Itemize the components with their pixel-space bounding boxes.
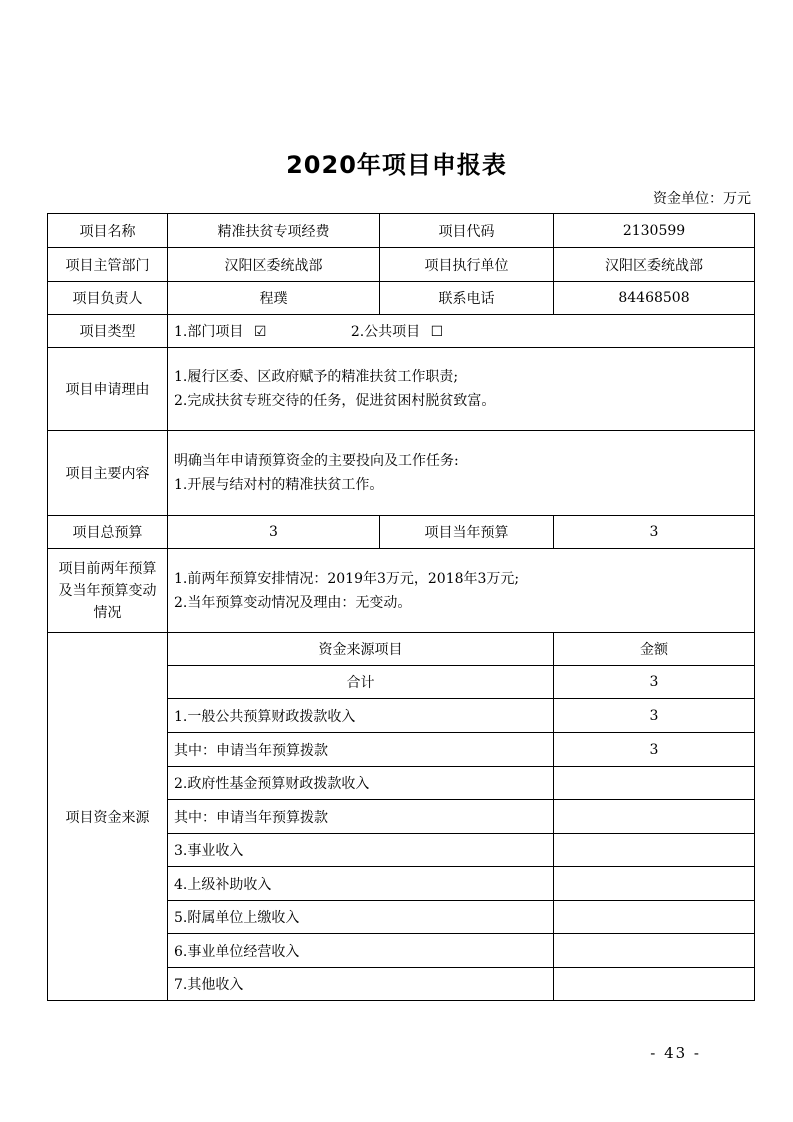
label-previous-budget bbox=[48, 549, 168, 633]
option-department-project bbox=[174, 321, 266, 341]
label-department: 项目主管部门 bbox=[48, 248, 168, 282]
funding-col-source: 资金来源项目 bbox=[168, 633, 554, 666]
funding-amount: 3 bbox=[554, 733, 755, 767]
label-project-name: 项目名称 bbox=[48, 214, 168, 248]
previous-line-1: 1.前两年预算安排情况：2019年3万元，2018年3万元; bbox=[174, 570, 520, 587]
row-project-type bbox=[48, 315, 755, 348]
funding-source: 2.政府性基金预算财政拨款收入 bbox=[168, 767, 554, 800]
page-number: - 43 - bbox=[650, 1044, 701, 1062]
funding-source: 5.附属单位上缴收入 bbox=[168, 901, 554, 934]
value-owner: 程璞 bbox=[168, 282, 380, 315]
row-previous-budget bbox=[48, 549, 755, 633]
funding-amount bbox=[554, 767, 755, 800]
funding-amount: 3 bbox=[554, 699, 755, 733]
label-application-reason: 项目申请理由 bbox=[48, 348, 168, 431]
unchecked-box-icon: ☐ bbox=[430, 324, 444, 340]
funding-amount bbox=[554, 901, 755, 934]
currency-unit: 资金单位：万元 bbox=[653, 191, 751, 207]
label-previous-line-3: 情况 bbox=[93, 604, 122, 621]
label-previous-line-1: 项目前两年预算 bbox=[58, 560, 157, 577]
label-funding-source: 项目资金来源 bbox=[48, 633, 168, 1001]
funding-source: 6.事业单位经营收入 bbox=[168, 934, 554, 968]
funding-amount bbox=[554, 968, 755, 1001]
label-total-budget: 项目总预算 bbox=[48, 516, 168, 549]
content-line-1: 明确当年申请预算资金的主要投向及工作任务: bbox=[174, 453, 459, 469]
value-project-code: 2130599 bbox=[554, 214, 755, 248]
row-department bbox=[48, 248, 755, 282]
value-phone: 84468508 bbox=[554, 282, 755, 315]
funding-source: 4.上级补助收入 bbox=[168, 867, 554, 901]
row-application-reason bbox=[48, 348, 755, 431]
value-previous-budget bbox=[168, 549, 755, 633]
label-owner: 项目负责人 bbox=[48, 282, 168, 315]
funding-amount: 3 bbox=[554, 666, 755, 699]
label-project-code: 项目代码 bbox=[380, 214, 554, 248]
label-phone: 联系电话 bbox=[380, 282, 554, 315]
funding-source: 其中：申请当年预算拨款 bbox=[168, 733, 554, 767]
label-previous-line-2: 及当年预算变动 bbox=[58, 582, 157, 599]
row-main-content bbox=[48, 431, 755, 516]
value-department: 汉阳区委统战部 bbox=[168, 248, 380, 282]
value-application-reason bbox=[168, 348, 755, 431]
row-owner bbox=[48, 282, 755, 315]
funding-amount bbox=[554, 834, 755, 867]
label-main-content: 项目主要内容 bbox=[48, 431, 168, 516]
value-total-budget: 3 bbox=[168, 516, 380, 549]
reason-line-2: 2.完成扶贫专班交待的任务，促进贫困村脱贫致富。 bbox=[174, 393, 496, 409]
funding-source: 其中：申请当年预算拨款 bbox=[168, 800, 554, 834]
option-public-project bbox=[351, 321, 443, 341]
funding-source: 7.其他收入 bbox=[168, 968, 554, 1001]
label-project-type: 项目类型 bbox=[48, 315, 168, 348]
option-department-label: 1.部门项目 bbox=[174, 324, 244, 340]
reason-line-1: 1.履行区委、区政府赋予的精准扶贫工作职责; bbox=[174, 369, 459, 385]
label-year-budget: 项目当年预算 bbox=[380, 516, 554, 549]
funding-amount bbox=[554, 867, 755, 901]
funding-header-row bbox=[48, 633, 755, 666]
funding-source: 3.事业收入 bbox=[168, 834, 554, 867]
value-exec-unit: 汉阳区委统战部 bbox=[554, 248, 755, 282]
funding-source: 1.一般公共预算财政拨款收入 bbox=[168, 699, 554, 733]
funding-col-amount: 金额 bbox=[554, 633, 755, 666]
content-line-2: 1.开展与结对村的精准扶贫工作。 bbox=[174, 477, 384, 493]
page-title: 2020年项目申报表 bbox=[286, 151, 507, 179]
label-exec-unit: 项目执行单位 bbox=[380, 248, 554, 282]
project-application-table bbox=[47, 213, 755, 1001]
value-project-type bbox=[168, 315, 755, 348]
value-main-content bbox=[168, 431, 755, 516]
funding-amount bbox=[554, 934, 755, 968]
checked-box-icon: ☑ bbox=[253, 324, 267, 340]
funding-source: 合计 bbox=[168, 666, 554, 699]
funding-amount bbox=[554, 800, 755, 834]
value-year-budget: 3 bbox=[554, 516, 755, 549]
row-budget bbox=[48, 516, 755, 549]
row-project-name bbox=[48, 214, 755, 248]
option-public-label: 2.公共项目 bbox=[350, 324, 421, 340]
previous-line-2: 2.当年预算变动情况及理由：无变动。 bbox=[174, 594, 412, 611]
value-project-name: 精准扶贫专项经费 bbox=[168, 214, 380, 248]
